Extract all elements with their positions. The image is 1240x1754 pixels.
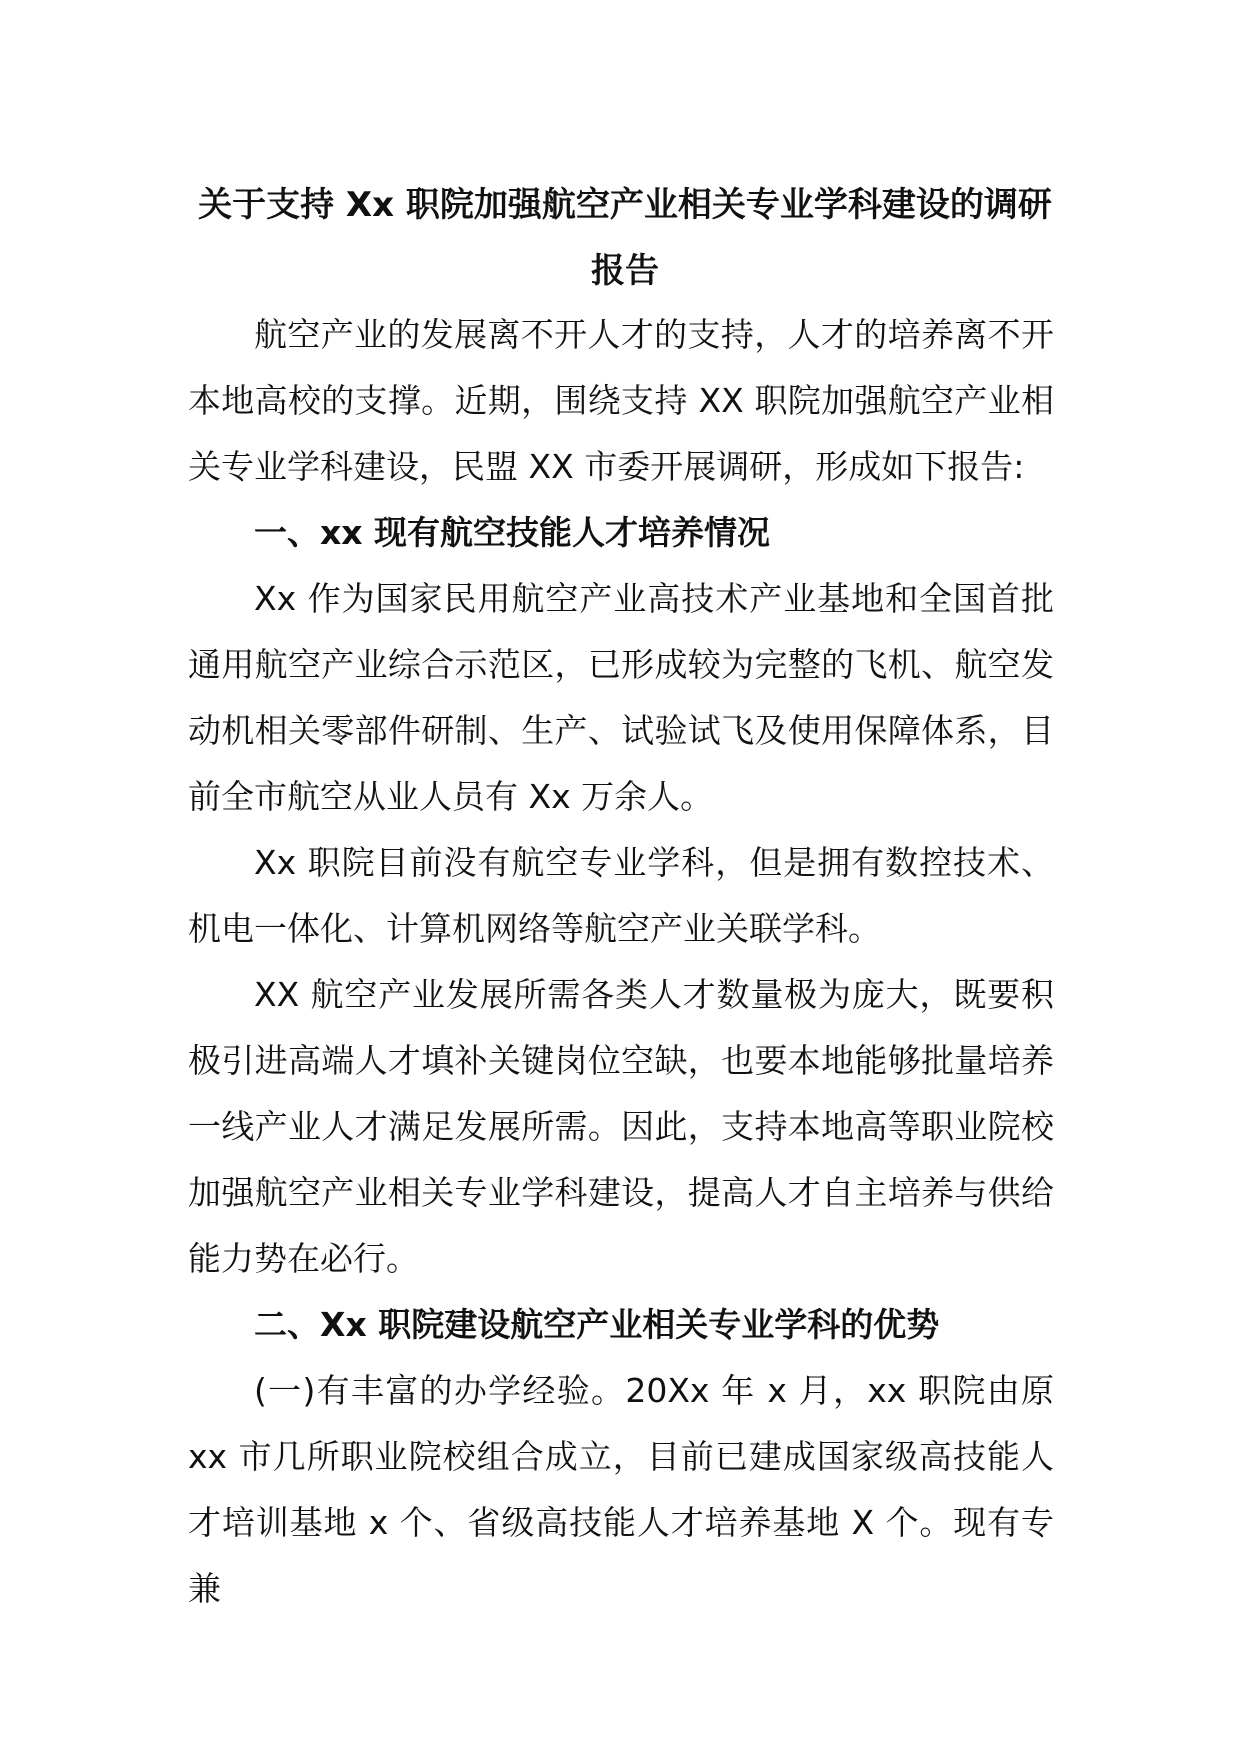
document-title: 关于支持 Xx 职院加强航空产业相关专业学科建设的调研报告 [198,185,1052,291]
document-body [188,302,1054,1622]
section-1-paragraph-2: Xx 职院目前没有航空专业学科，但是拥有数控技术、机电一体化、计算机网络等航空产业关联学科。 [188,843,1054,948]
section-2-heading: 二、Xx 职院建设航空产业相关专业学科的优势 [254,1305,940,1344]
section-1-heading: 一、xx 现有航空技能人才培养情况 [254,513,771,552]
section-2-paragraph-1: (一)有丰富的办学经验。20Xx 年 x 月，xx 职院由原 xx 市几所职业院校组合成立，目前已建成国家级高技能人才培训基地 x 个、省级高技能人才培养基地 X 个。现有专兼 [188,1371,1054,1608]
section-1-paragraph-3: XX 航空产业发展所需各类人才数量极为庞大，既要积极引进高端人才填补关键岗位空缺，也要本地能够批量培养一线产业人才满足发展所需。因此，支持本地高等职业院校加强航空产业相关专业学科建设，提高人才自主培养与供给能力势在必行。 [188,975,1054,1278]
intro-paragraph: 航空产业的发展离不开人才的支持，人才的培养离不开本地高校的支撑。近期，围绕支持 XX 职院加强航空产业相关专业学科建设，民盟 XX 市委开展调研，形成如下报告: [188,315,1054,486]
section-1-paragraph-1: Xx 作为国家民用航空产业高技术产业基地和全国首批通用航空产业综合示范区，已形成较为完整的飞机、航空发动机相关零部件研制、生产、试验试飞及使用保障体系，目前全市航空从业人员有 Xx 万余人。 [188,579,1054,816]
